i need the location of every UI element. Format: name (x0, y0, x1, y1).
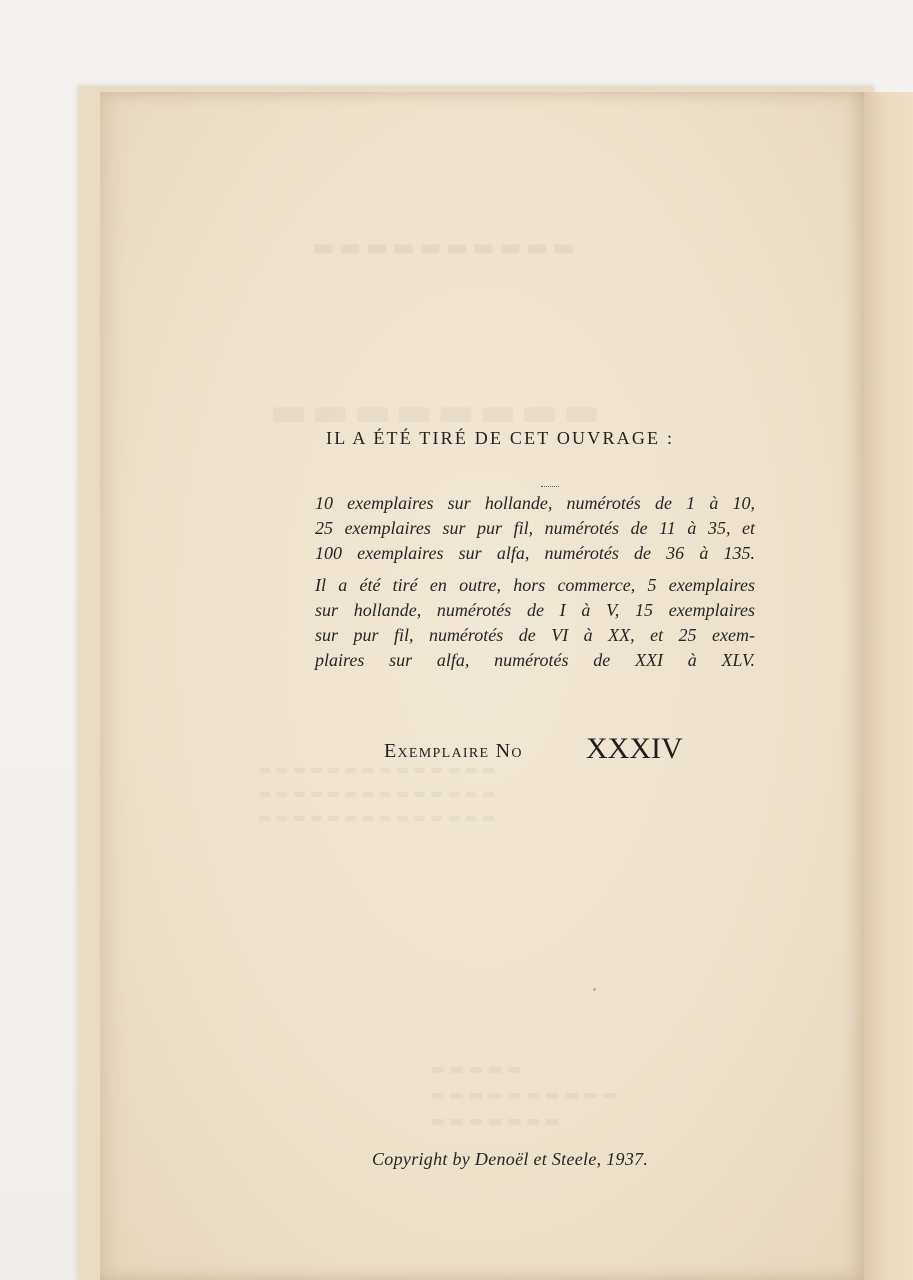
adjacent-page-edge (862, 92, 913, 1280)
paper-speck (593, 988, 596, 991)
copy-number: XXXIV (586, 732, 683, 765)
page-heading: IL A ÉTÉ TIRÉ DE CET OUVRAGE : (326, 428, 675, 448)
copy-label: Exemplaire No (384, 740, 523, 762)
text-line: sur pur fil, numérotés de VI à XX, et 25 exem- (315, 625, 755, 645)
show-through-publisher: ▬▬▬▬▬ ▬▬▬▬▬▬▬▬▬▬ ▬▬▬▬▬▬▬ (430, 1059, 622, 1130)
text-line: plaires sur alfa, numérotés de XXI à XLV. (315, 650, 755, 670)
show-through-title: ▬▬▬▬▬▬▬▬▬▬ (312, 232, 579, 261)
show-through-lines: ▬▬▬▬▬▬▬▬▬▬▬▬▬▬ ▬▬▬▬▬▬▬▬▬▬▬▬▬▬ ▬▬▬▬▬▬▬▬▬▬▬▬▬▬ (258, 762, 500, 826)
text-line: 100 exemplaires sur alfa, numérotés de 36 à 135. (315, 543, 755, 563)
text-line: sur hollande, numérotés de I à V, 15 exemplaires (315, 600, 755, 620)
edition-paragraph-1 (315, 491, 755, 566)
show-through-block: ▬▬▬▬▬▬▬▬ (270, 388, 605, 435)
text-line: 25 exemplaires sur pur fil, numérotés de 11 à 35, et (315, 518, 755, 538)
ornament-rule (541, 486, 559, 488)
text-line: 10 exemplaires sur hollande, numérotés de 1 à 10, (315, 493, 755, 513)
text-line: Il a été tiré en outre, hors commerce, 5 exemplaires (315, 575, 755, 595)
copyright-line: Copyright by Denoël et Steele, 1937. (372, 1149, 649, 1169)
edition-paragraph-2 (315, 573, 755, 673)
